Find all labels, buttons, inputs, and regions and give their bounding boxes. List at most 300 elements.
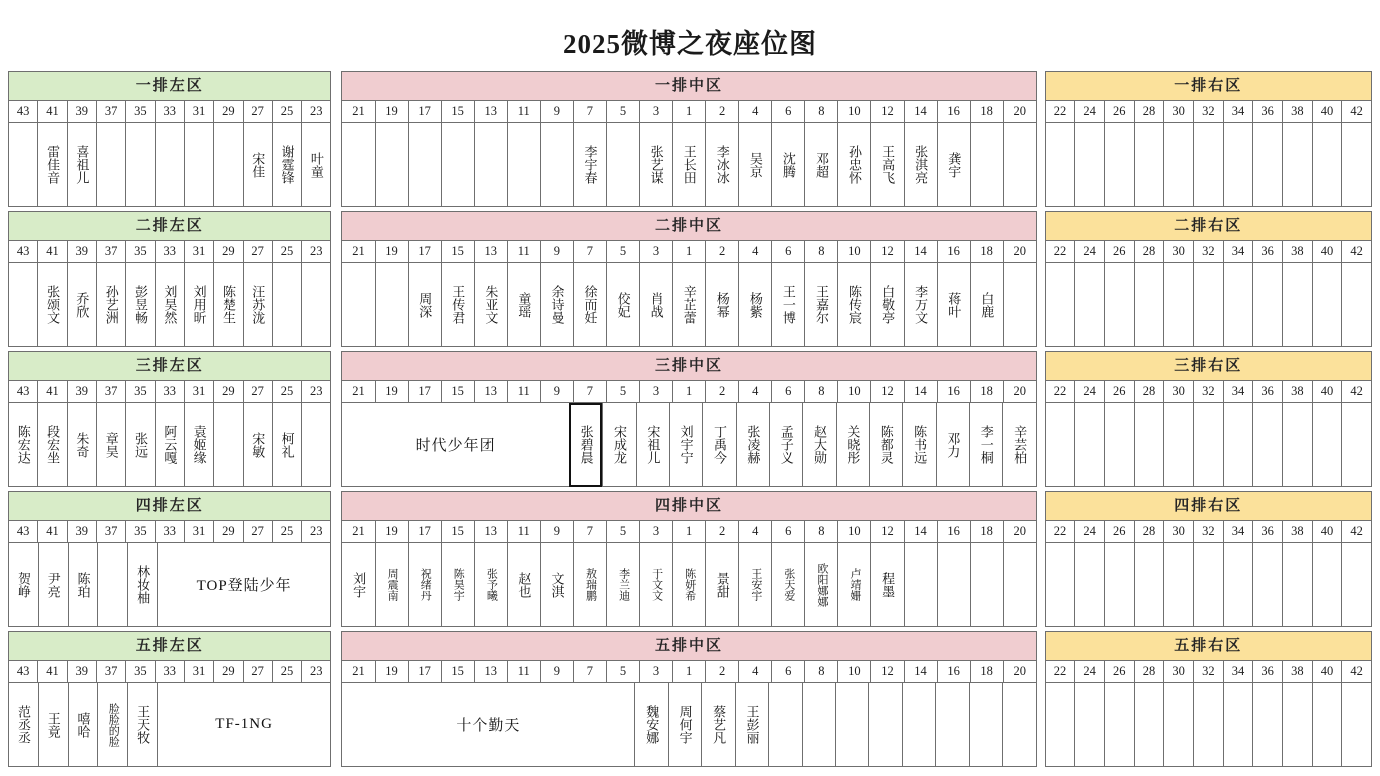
seat-number[interactable]: 27: [243, 241, 272, 263]
seat-number[interactable]: 2: [705, 241, 738, 263]
seat-number[interactable]: 9: [540, 241, 573, 263]
seat-number[interactable]: 41: [37, 101, 66, 123]
seat-cell[interactable]: [1074, 263, 1104, 347]
seat-cell[interactable]: [802, 683, 835, 767]
seat-cell[interactable]: [1223, 683, 1253, 767]
seat-cell[interactable]: [904, 543, 937, 627]
seat-cell[interactable]: [507, 123, 540, 207]
seat-cell[interactable]: [1282, 123, 1312, 207]
seat-cell[interactable]: [1282, 683, 1312, 767]
seat-cell[interactable]: [540, 543, 573, 627]
seat-cell[interactable]: [37, 403, 66, 487]
seat-number[interactable]: 9: [540, 661, 573, 683]
seat-cell[interactable]: [634, 683, 667, 767]
seat-number[interactable]: 5: [606, 101, 639, 123]
seat-number[interactable]: 17: [408, 661, 441, 683]
seat-cell[interactable]: [771, 263, 804, 347]
seat-number[interactable]: 6: [771, 381, 804, 403]
seat-cell[interactable]: [1312, 683, 1342, 767]
seat-cell[interactable]: [37, 123, 66, 207]
seat-cell[interactable]: [835, 683, 868, 767]
seat-cell[interactable]: [701, 683, 734, 767]
seat-cell[interactable]: [37, 263, 66, 347]
seat-cell[interactable]: [213, 123, 242, 207]
seat-cell[interactable]: [38, 543, 68, 627]
seat-cell[interactable]: [705, 543, 738, 627]
seat-cell[interactable]: [96, 263, 125, 347]
seat-number[interactable]: 41: [37, 241, 66, 263]
seat-number[interactable]: 14: [904, 661, 937, 683]
seat-cell[interactable]: [96, 403, 125, 487]
seat-cell[interactable]: [1134, 683, 1164, 767]
seat-cell[interactable]: [507, 543, 540, 627]
seat-number[interactable]: 18: [970, 521, 1003, 543]
seat-number[interactable]: 17: [408, 521, 441, 543]
seat-number[interactable]: 1: [672, 521, 705, 543]
seat-cell[interactable]: [868, 683, 901, 767]
seat-number[interactable]: 6: [771, 661, 804, 683]
seat-number[interactable]: 7: [573, 101, 606, 123]
seat-number[interactable]: 14: [904, 521, 937, 543]
seat-cell[interactable]: [1045, 123, 1075, 207]
seat-number[interactable]: 36: [1252, 521, 1282, 543]
seat-number[interactable]: 31: [184, 521, 213, 543]
seat-cell[interactable]: [1074, 123, 1104, 207]
seat-number[interactable]: 20: [1003, 241, 1037, 263]
seat-number[interactable]: 7: [573, 521, 606, 543]
seat-cell[interactable]: [602, 403, 635, 487]
seat-number[interactable]: 18: [970, 241, 1003, 263]
seat-cell[interactable]: [8, 683, 38, 767]
seat-number[interactable]: 35: [125, 521, 154, 543]
seat-number[interactable]: 36: [1252, 101, 1282, 123]
seat-cell[interactable]: [155, 123, 184, 207]
seat-cell[interactable]: [1282, 543, 1312, 627]
seat-number[interactable]: 40: [1312, 101, 1342, 123]
seat-number[interactable]: 10: [837, 381, 870, 403]
seat-cell[interactable]: [474, 543, 507, 627]
seat-cell[interactable]: [408, 123, 441, 207]
seat-number[interactable]: 38: [1282, 521, 1312, 543]
seat-cell[interactable]: [243, 403, 272, 487]
seat-number[interactable]: 39: [67, 661, 96, 683]
seat-cell[interactable]: [125, 263, 154, 347]
seat-cell[interactable]: [1104, 403, 1134, 487]
seat-number[interactable]: 8: [804, 661, 837, 683]
seat-number[interactable]: 35: [125, 381, 154, 403]
seat-cell[interactable]: [738, 123, 771, 207]
seat-number[interactable]: 29: [213, 661, 242, 683]
seat-cell[interactable]: [705, 123, 738, 207]
seat-number[interactable]: 9: [540, 521, 573, 543]
seat-cell[interactable]: [768, 683, 801, 767]
seat-cell[interactable]: [184, 123, 213, 207]
seat-number[interactable]: 12: [870, 101, 903, 123]
seat-cell[interactable]: [672, 123, 705, 207]
seat-number[interactable]: 42: [1341, 521, 1372, 543]
seat-number[interactable]: 15: [441, 381, 474, 403]
seat-cell[interactable]: [1312, 403, 1342, 487]
seat-cell[interactable]: [606, 123, 639, 207]
seat-number[interactable]: 39: [67, 381, 96, 403]
seat-number[interactable]: 18: [970, 381, 1003, 403]
seat-number[interactable]: 11: [507, 521, 540, 543]
seat-cell[interactable]: [936, 403, 969, 487]
seat-cell[interactable]: [970, 263, 1003, 347]
seat-number[interactable]: 30: [1163, 381, 1193, 403]
seat-cell[interactable]: [408, 543, 441, 627]
seat-number[interactable]: 31: [184, 101, 213, 123]
seat-number[interactable]: 29: [213, 381, 242, 403]
seat-cell[interactable]: [1312, 123, 1342, 207]
seat-number[interactable]: 32: [1193, 101, 1223, 123]
seat-number[interactable]: 17: [408, 241, 441, 263]
seat-number[interactable]: 22: [1045, 381, 1075, 403]
seat-number[interactable]: 28: [1134, 661, 1164, 683]
seat-number[interactable]: 16: [937, 241, 970, 263]
seat-number[interactable]: 8: [804, 521, 837, 543]
seat-number[interactable]: 12: [870, 241, 903, 263]
seat-cell[interactable]: [1163, 403, 1193, 487]
seat-number[interactable]: 37: [96, 661, 125, 683]
seat-cell[interactable]: [1193, 263, 1223, 347]
seat-cell[interactable]: [771, 123, 804, 207]
seat-number[interactable]: 25: [272, 241, 301, 263]
seat-cell[interactable]: [540, 123, 573, 207]
seat-number[interactable]: 1: [672, 241, 705, 263]
seat-cell[interactable]: [672, 543, 705, 627]
seat-group-cell[interactable]: [157, 543, 332, 627]
seat-number[interactable]: 4: [738, 241, 771, 263]
seat-cell[interactable]: [1252, 263, 1282, 347]
seat-cell[interactable]: [869, 403, 902, 487]
seat-number[interactable]: 3: [639, 381, 672, 403]
seat-cell[interactable]: [375, 123, 408, 207]
seat-number[interactable]: 34: [1223, 381, 1253, 403]
seat-number[interactable]: 31: [184, 661, 213, 683]
seat-cell[interactable]: [1341, 263, 1372, 347]
seat-cell[interactable]: [1193, 123, 1223, 207]
seat-number[interactable]: 3: [639, 661, 672, 683]
seat-number[interactable]: 15: [441, 661, 474, 683]
seat-number[interactable]: 32: [1193, 661, 1223, 683]
seat-cell[interactable]: [937, 543, 970, 627]
seat-number[interactable]: 9: [540, 381, 573, 403]
seat-cell[interactable]: [1104, 683, 1134, 767]
seat-number[interactable]: 19: [375, 521, 408, 543]
seat-cell[interactable]: [1003, 123, 1037, 207]
seat-number[interactable]: 22: [1045, 101, 1075, 123]
seat-number[interactable]: 15: [441, 101, 474, 123]
seat-cell[interactable]: [1341, 683, 1372, 767]
seat-number[interactable]: 39: [67, 521, 96, 543]
seat-number[interactable]: 5: [606, 241, 639, 263]
seat-cell[interactable]: [937, 123, 970, 207]
seat-cell[interactable]: [1282, 263, 1312, 347]
seat-number[interactable]: 39: [67, 241, 96, 263]
seat-cell[interactable]: [1163, 543, 1193, 627]
seat-cell[interactable]: [639, 263, 672, 347]
seat-cell[interactable]: [97, 543, 127, 627]
seat-cell[interactable]: [96, 123, 125, 207]
seat-number[interactable]: 37: [96, 381, 125, 403]
seat-number[interactable]: 6: [771, 521, 804, 543]
seat-number[interactable]: 33: [155, 241, 184, 263]
seat-cell[interactable]: [1134, 543, 1164, 627]
seat-number[interactable]: 34: [1223, 661, 1253, 683]
seat-number[interactable]: 6: [771, 241, 804, 263]
seat-number[interactable]: 2: [705, 661, 738, 683]
seat-number[interactable]: 29: [213, 101, 242, 123]
seat-cell[interactable]: [705, 263, 738, 347]
seat-cell[interactable]: [38, 683, 68, 767]
seat-number[interactable]: 14: [904, 241, 937, 263]
seat-number[interactable]: 34: [1223, 101, 1253, 123]
seat-number[interactable]: 2: [705, 521, 738, 543]
seat-number[interactable]: 37: [96, 101, 125, 123]
seat-cell[interactable]: [540, 263, 573, 347]
seat-cell[interactable]: [1134, 123, 1164, 207]
seat-number[interactable]: 19: [375, 101, 408, 123]
seat-cell[interactable]: [1163, 123, 1193, 207]
seat-cell[interactable]: [213, 263, 242, 347]
seat-cell[interactable]: [1002, 403, 1036, 487]
seat-number[interactable]: 36: [1252, 241, 1282, 263]
seat-cell[interactable]: [771, 543, 804, 627]
seat-number[interactable]: 3: [639, 241, 672, 263]
seat-number[interactable]: 27: [243, 101, 272, 123]
seat-number[interactable]: 2: [705, 381, 738, 403]
seat-group-cell[interactable]: [341, 683, 634, 767]
seat-cell[interactable]: [474, 263, 507, 347]
seat-number[interactable]: 26: [1104, 521, 1134, 543]
seat-cell[interactable]: [8, 543, 38, 627]
seat-number[interactable]: 38: [1282, 241, 1312, 263]
seat-cell[interactable]: [67, 263, 96, 347]
seat-number[interactable]: 4: [738, 661, 771, 683]
seat-cell[interactable]: [272, 403, 301, 487]
seat-group-cell[interactable]: [341, 403, 568, 487]
seat-number[interactable]: 15: [441, 521, 474, 543]
seat-number[interactable]: 25: [272, 521, 301, 543]
seat-cell[interactable]: [1193, 543, 1223, 627]
seat-number[interactable]: 7: [573, 661, 606, 683]
seat-cell[interactable]: [441, 543, 474, 627]
seat-number[interactable]: 27: [243, 521, 272, 543]
seat-number[interactable]: 16: [937, 661, 970, 683]
seat-cell[interactable]: [1074, 543, 1104, 627]
seat-number[interactable]: 4: [738, 101, 771, 123]
seat-number[interactable]: 14: [904, 381, 937, 403]
seat-number[interactable]: 26: [1104, 381, 1134, 403]
seat-cell[interactable]: [1252, 683, 1282, 767]
seat-cell[interactable]: [870, 263, 903, 347]
seat-number[interactable]: 28: [1134, 381, 1164, 403]
seat-cell[interactable]: [1252, 543, 1282, 627]
seat-cell[interactable]: [1252, 403, 1282, 487]
seat-cell[interactable]: [937, 263, 970, 347]
seat-number[interactable]: 1: [672, 661, 705, 683]
seat-cell[interactable]: [67, 123, 96, 207]
seat-cell[interactable]: [127, 683, 157, 767]
seat-number[interactable]: 42: [1341, 241, 1372, 263]
seat-number[interactable]: 10: [837, 661, 870, 683]
seat-number[interactable]: 32: [1193, 241, 1223, 263]
seat-cell[interactable]: [738, 263, 771, 347]
seat-number[interactable]: 13: [474, 381, 507, 403]
seat-cell[interactable]: [969, 683, 1002, 767]
seat-number[interactable]: 38: [1282, 661, 1312, 683]
seat-number[interactable]: 7: [573, 241, 606, 263]
seat-number[interactable]: 24: [1074, 101, 1104, 123]
seat-number[interactable]: 38: [1282, 101, 1312, 123]
seat-number[interactable]: 30: [1163, 661, 1193, 683]
seat-number[interactable]: 1: [672, 101, 705, 123]
seat-number[interactable]: 10: [837, 521, 870, 543]
seat-number[interactable]: 12: [870, 381, 903, 403]
seat-cell[interactable]: [702, 403, 735, 487]
seat-number[interactable]: 24: [1074, 661, 1104, 683]
seat-cell[interactable]: [769, 403, 802, 487]
seat-number[interactable]: 21: [341, 101, 374, 123]
seat-cell[interactable]: [301, 123, 331, 207]
seat-number[interactable]: 35: [125, 101, 154, 123]
seat-cell[interactable]: [672, 263, 705, 347]
seat-number[interactable]: 34: [1223, 241, 1253, 263]
seat-number[interactable]: 13: [474, 241, 507, 263]
seat-cell[interactable]: [606, 543, 639, 627]
seat-cell[interactable]: [836, 403, 869, 487]
seat-cell[interactable]: [243, 263, 272, 347]
seat-cell[interactable]: [8, 263, 37, 347]
seat-cell[interactable]: [341, 543, 374, 627]
seat-cell[interactable]: [870, 543, 903, 627]
seat-cell[interactable]: [1341, 403, 1372, 487]
seat-number[interactable]: 24: [1074, 521, 1104, 543]
seat-number[interactable]: 17: [408, 381, 441, 403]
seat-cell[interactable]: [970, 123, 1003, 207]
seat-number[interactable]: 7: [573, 381, 606, 403]
seat-cell[interactable]: [935, 683, 968, 767]
seat-cell[interactable]: [870, 123, 903, 207]
seat-cell[interactable]: [639, 123, 672, 207]
seat-number[interactable]: 13: [474, 661, 507, 683]
seat-number[interactable]: 8: [804, 101, 837, 123]
seat-number[interactable]: 26: [1104, 101, 1134, 123]
seat-cell[interactable]: [1193, 683, 1223, 767]
seat-cell[interactable]: [184, 263, 213, 347]
seat-cell[interactable]: [804, 543, 837, 627]
seat-number[interactable]: 28: [1134, 241, 1164, 263]
seat-cell[interactable]: [341, 263, 374, 347]
seat-number[interactable]: 43: [8, 241, 37, 263]
seat-number[interactable]: 32: [1193, 521, 1223, 543]
seat-cell[interactable]: [1104, 543, 1134, 627]
seat-cell[interactable]: [1193, 403, 1223, 487]
seat-number[interactable]: 42: [1341, 381, 1372, 403]
seat-number[interactable]: 23: [301, 101, 331, 123]
seat-number[interactable]: 28: [1134, 101, 1164, 123]
seat-cell[interactable]: [301, 263, 331, 347]
seat-number[interactable]: 5: [606, 521, 639, 543]
seat-number[interactable]: 23: [301, 661, 331, 683]
seat-number[interactable]: 37: [96, 241, 125, 263]
seat-cell[interactable]: [735, 683, 768, 767]
seat-number[interactable]: 32: [1193, 381, 1223, 403]
seat-number[interactable]: 9: [540, 101, 573, 123]
seat-cell[interactable]: [1163, 263, 1193, 347]
seat-number[interactable]: 22: [1045, 241, 1075, 263]
seat-cell[interactable]: [441, 123, 474, 207]
seat-number[interactable]: 43: [8, 521, 37, 543]
seat-number[interactable]: 31: [184, 381, 213, 403]
seat-number[interactable]: 23: [301, 521, 331, 543]
seat-number[interactable]: 14: [904, 101, 937, 123]
seat-cell[interactable]: [736, 403, 769, 487]
seat-cell[interactable]: [272, 263, 301, 347]
seat-number[interactable]: 30: [1163, 521, 1193, 543]
seat-number[interactable]: 33: [155, 101, 184, 123]
seat-number[interactable]: 35: [125, 661, 154, 683]
seat-cell[interactable]: [1045, 683, 1075, 767]
seat-cell[interactable]: [1104, 123, 1134, 207]
seat-number[interactable]: 23: [301, 381, 331, 403]
seat-number[interactable]: 20: [1003, 381, 1037, 403]
seat-number[interactable]: 20: [1003, 521, 1037, 543]
seat-cell[interactable]: [1104, 263, 1134, 347]
seat-cell[interactable]: [902, 683, 935, 767]
seat-cell[interactable]: [970, 543, 1003, 627]
seat-number[interactable]: 16: [937, 381, 970, 403]
seat-number[interactable]: 1: [672, 381, 705, 403]
seat-number[interactable]: 26: [1104, 241, 1134, 263]
seat-cell[interactable]: [8, 403, 37, 487]
seat-cell[interactable]: [1074, 403, 1104, 487]
seat-cell[interactable]: [507, 263, 540, 347]
seat-number[interactable]: 8: [804, 381, 837, 403]
seat-group-cell[interactable]: [157, 683, 332, 767]
seat-cell[interactable]: [125, 403, 154, 487]
seat-cell[interactable]: [837, 123, 870, 207]
seat-cell[interactable]: [243, 123, 272, 207]
seat-number[interactable]: 35: [125, 241, 154, 263]
seat-cell[interactable]: [155, 263, 184, 347]
seat-cell[interactable]: [804, 263, 837, 347]
seat-cell[interactable]: [1045, 543, 1075, 627]
seat-number[interactable]: 33: [155, 521, 184, 543]
seat-cell[interactable]: [155, 403, 184, 487]
seat-cell[interactable]: [1134, 403, 1164, 487]
seat-number[interactable]: 18: [970, 661, 1003, 683]
seat-number[interactable]: 30: [1163, 241, 1193, 263]
seat-cell[interactable]: [272, 123, 301, 207]
seat-number[interactable]: 19: [375, 661, 408, 683]
seat-number[interactable]: 13: [474, 101, 507, 123]
seat-number[interactable]: 42: [1341, 661, 1372, 683]
seat-number[interactable]: 6: [771, 101, 804, 123]
seat-cell[interactable]: [669, 403, 702, 487]
seat-cell[interactable]: [8, 123, 37, 207]
seat-cell[interactable]: [804, 123, 837, 207]
seat-cell[interactable]: [569, 403, 602, 487]
seat-number[interactable]: 20: [1003, 101, 1037, 123]
seat-cell[interactable]: [375, 263, 408, 347]
seat-number[interactable]: 21: [341, 241, 374, 263]
seat-number[interactable]: 41: [37, 661, 66, 683]
seat-number[interactable]: 16: [937, 101, 970, 123]
seat-cell[interactable]: [1003, 263, 1037, 347]
seat-cell[interactable]: [636, 403, 669, 487]
